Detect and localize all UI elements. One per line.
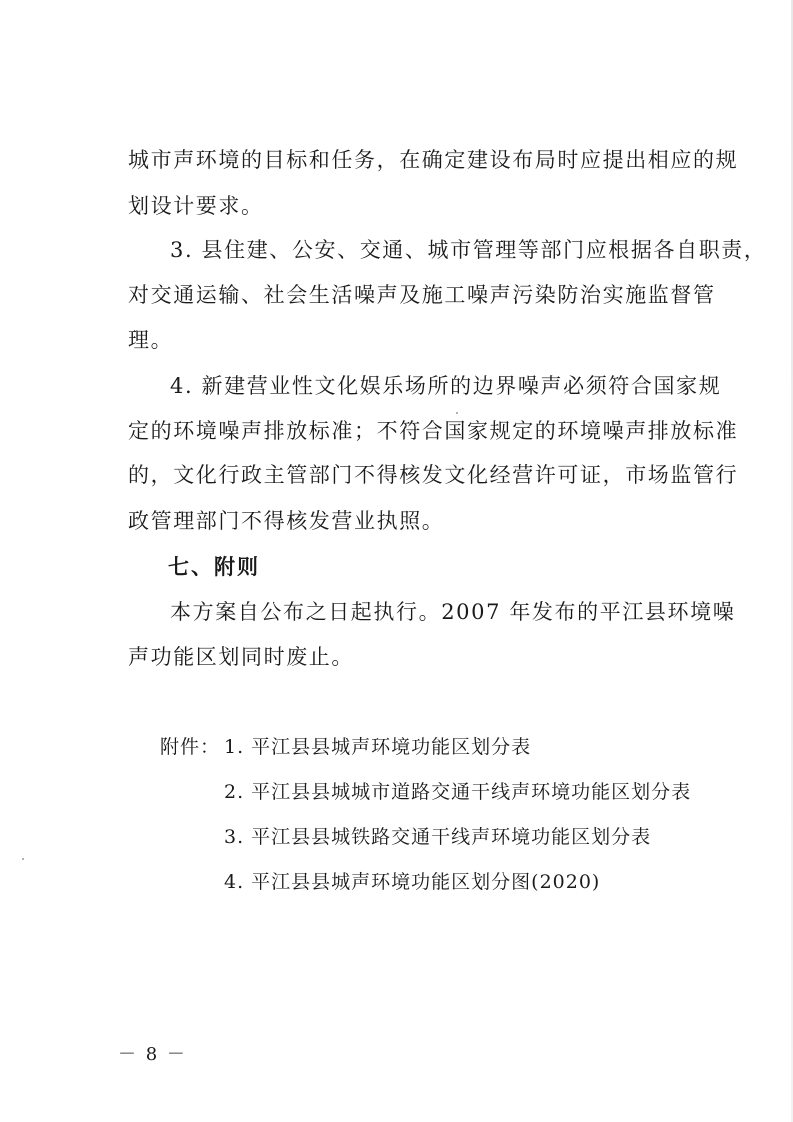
attachment-item-3: 3. 平江县县城铁路交通干线声环境功能区划分表 [224, 826, 652, 848]
para2-line1: 3. 县住建、公安、交通、城市管理等部门应根据各自职责， [170, 238, 767, 262]
para3-line2: 定的环境噪声排放标准；不符合国家规定的环境噪声排放标准 [128, 419, 739, 443]
para3-line3: 的，文化行政主管部门不得核发文化经营许可证，市场监管行 [128, 463, 739, 487]
scan-speck [22, 858, 24, 860]
para4-line2: 声功能区划同时废止。 [128, 645, 354, 669]
attachment-item-1: 1. 平江县县城声环境功能区划分表 [224, 736, 532, 758]
para4-line1: 本方案自公布之日起执行。2007 年发布的平江县环境噪 [170, 600, 736, 624]
para1-line2: 划设计要求。 [128, 194, 264, 218]
para2-line2: 对交通运输、社会生活噪声及施工噪声污染防治实施监督管 [128, 283, 716, 307]
attachment-item-4: 4. 平江县县城声环境功能区划分图(2020) [224, 871, 601, 893]
page-number: － 8 － [118, 1044, 187, 1065]
para1-line1: 城市声环境的目标和任务，在确定建设布局时应提出相应的规 [128, 148, 739, 172]
scan-speck [456, 412, 458, 414]
section-heading: 七、附则 [168, 554, 260, 579]
attachment-item-2: 2. 平江县县城城市道路交通干线声环境功能区划分表 [224, 781, 692, 803]
para2-line3: 理。 [128, 328, 174, 352]
para3-line4: 政管理部门不得核发营业执照。 [128, 509, 445, 533]
attachments-label: 附件： [160, 736, 221, 758]
para3-line1: 4. 新建营业性文化娱乐场所的边界噪声必须符合国家规 [170, 374, 722, 398]
